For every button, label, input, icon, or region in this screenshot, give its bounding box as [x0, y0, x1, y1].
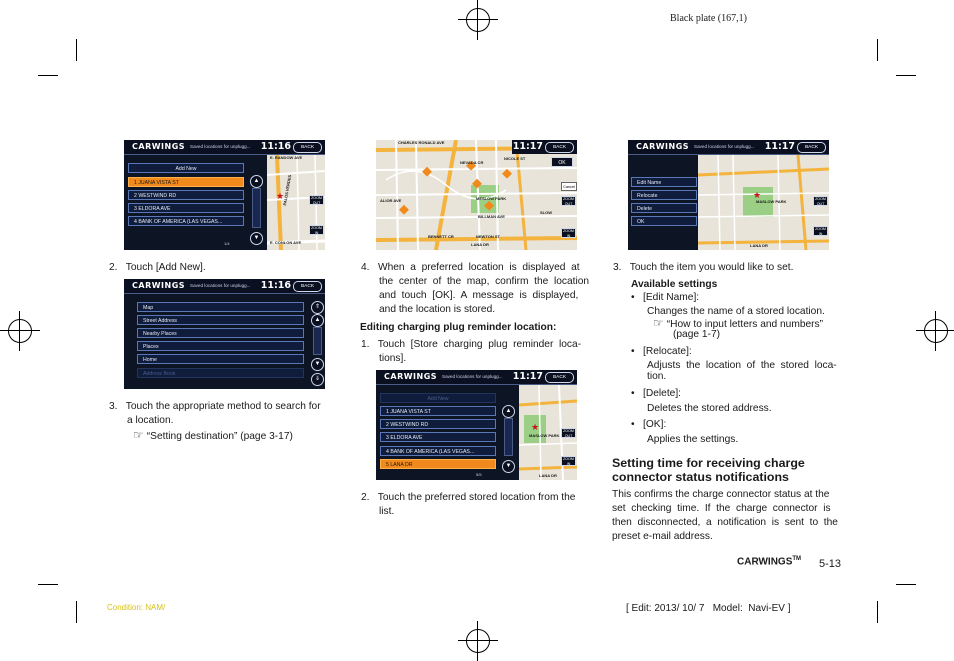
map-label: MASLOW PARK [756, 199, 787, 204]
reference-page: (page 1-7) [673, 329, 721, 340]
back-button[interactable]: BACK [293, 281, 322, 292]
list-item[interactable]: 4 BANK OF AMERICA (LAS VEGAS... [380, 446, 496, 456]
location-star-icon: ★ [753, 190, 762, 200]
scrollbar[interactable] [252, 188, 261, 228]
paragraph-line-1: This confirms the charge connector status at the [612, 489, 830, 500]
carwings-logo: CARWINGS [636, 142, 690, 151]
zoom-in-button[interactable]: ZOOM IN [309, 225, 324, 235]
crop-mark [76, 601, 77, 623]
back-button[interactable]: BACK [293, 142, 322, 153]
map-label: LANA DR [539, 473, 557, 478]
map-label: CHARLES RONALD AVE [398, 140, 445, 145]
street-address-option[interactable]: Street Address [137, 315, 304, 325]
bullet-ok: • [OK]: [631, 419, 667, 430]
screen-subtitle: Saved locations for unplugg... [190, 144, 251, 149]
map-label: NEWTON ST [476, 234, 500, 239]
page-up-icon[interactable]: ⇑ [311, 301, 324, 314]
scroll-up-icon[interactable]: ▲ [250, 175, 263, 188]
back-button[interactable]: BACK [545, 372, 574, 383]
edit-step-2-line-2: list. [379, 506, 395, 517]
ok-button[interactable]: OK [551, 157, 573, 167]
registration-mark-top [458, 0, 498, 40]
scroll-up-icon[interactable]: ▲ [502, 405, 515, 418]
zoom-in-button[interactable]: ZOOM IN [561, 228, 576, 238]
section-heading-line-1: Setting time for receiving charge [612, 456, 805, 470]
step-4-line-2: the center of the map, confirm the location [379, 276, 590, 287]
paragraph-line-2: set checking time. If the charge connector is [612, 503, 831, 514]
map-label: ALIOR AVE [380, 198, 402, 203]
nearby-places-option[interactable]: Nearby Places [137, 328, 304, 338]
reference-input-letters: ☞ “How to input letters and numbers” [653, 316, 824, 330]
scroll-up-icon[interactable]: ▲ [311, 314, 324, 327]
zoom-out-button[interactable]: ZOOM OUT [309, 195, 324, 205]
step-4-line-4: and the location is stored. [379, 304, 496, 315]
edit-name-desc: Changes the name of a stored location. [647, 306, 825, 317]
scroll-down-icon[interactable]: ▼ [502, 460, 515, 473]
clock: 11:16 [260, 141, 291, 152]
clock: 11:17 [512, 141, 543, 152]
page-indicator: 5/5 [476, 472, 482, 477]
available-settings-heading: Available settings [631, 279, 718, 290]
page-down-icon[interactable]: ⇓ [311, 373, 324, 386]
back-button[interactable]: BACK [797, 142, 826, 153]
map-label: LANA DR [750, 243, 768, 248]
edit-step-1-line-1: 1. Touch [Store charging plug reminder loca- [361, 339, 582, 350]
edit-name-button[interactable]: Edit Name [631, 177, 697, 187]
list-item[interactable]: 2 WESTWIND RD [128, 190, 244, 200]
slow-label: SLOW [540, 210, 552, 215]
map-label: MASLOW PARK [529, 433, 560, 438]
screen-subtitle: Saved locations for unplugg... [694, 144, 755, 149]
edit-step-2-line-1: 2. Touch the preferred stored location from the [361, 492, 576, 503]
map-label: PALOS VERDES [282, 174, 293, 206]
clock: 11:17 [512, 371, 543, 382]
step-3-line-1: 3. Touch the appropriate method to search for [109, 401, 321, 412]
crop-mark [38, 584, 58, 585]
cancel-button[interactable]: Cancel [561, 182, 577, 191]
delete-desc: Deletes the stored address. [647, 403, 772, 414]
map-option[interactable]: Map [137, 302, 304, 312]
add-new-button: Add New [380, 393, 496, 403]
paragraph-line-4: preset e-mail address. [612, 531, 713, 542]
crop-mark [877, 39, 878, 61]
edit-model-label: [ Edit: 2013/ 10/ 7 Model: Navi-EV ] [626, 603, 791, 614]
reference-setting-destination: ☞ “Setting destination” (page 3-17) [133, 428, 293, 442]
edit-step-1-line-2: tions]. [379, 353, 407, 364]
registration-mark-right [916, 311, 954, 351]
carwings-logo: CARWINGS [384, 372, 438, 381]
page-number: 5-13 [819, 558, 842, 570]
bullet-delete: • [Delete]: [631, 388, 681, 399]
bullet-edit-name: • [Edit Name]: [631, 292, 700, 303]
step-2-add-new: 2. Touch [Add New]. [109, 262, 206, 273]
zoom-out-button[interactable]: ZOOM OUT [813, 196, 828, 206]
list-item[interactable]: 5 LANA DR [380, 459, 496, 469]
screen-subtitle: Saved locations for unplugg... [442, 374, 503, 379]
carwings-logo: CARWINGS [132, 281, 186, 290]
screen-subtitle: Saved locations for unplugg... [190, 283, 251, 288]
section-name: CARWINGS™ [737, 556, 802, 568]
col3-step-3: 3. Touch the item you would like to set. [613, 262, 794, 273]
reference-icon: ☞ [133, 428, 144, 442]
back-button[interactable]: BACK [545, 142, 574, 153]
location-star-icon: ★ [531, 422, 540, 432]
delete-button[interactable]: Delete [631, 203, 697, 213]
carwings-logo: CARWINGS [132, 142, 186, 151]
relocate-desc-1: Adjusts the location of the stored loca- [647, 360, 837, 371]
clock: 11:17 [764, 141, 795, 152]
bullet-relocate: • [Relocate]: [631, 346, 692, 357]
scroll-down-icon[interactable]: ▼ [311, 358, 324, 371]
map-label: NEVADA CR [460, 160, 484, 165]
add-new-button[interactable]: Add New [128, 163, 244, 173]
zoom-in-button[interactable]: ZOOM IN [813, 226, 828, 236]
registration-mark-left [0, 311, 40, 351]
step-4-line-1: 4. When a preferred location is displayed at [361, 262, 580, 273]
registration-mark-bottom [458, 621, 498, 661]
address-book-option: Address Book [137, 368, 304, 378]
map-label: LANA DR [471, 242, 489, 247]
crop-mark [76, 39, 77, 61]
editing-heading: Editing charging plug reminder location: [360, 322, 557, 333]
zoom-in-button[interactable]: ZOOM IN [561, 456, 576, 466]
list-item[interactable]: 3 ELDORA AVE [128, 203, 244, 213]
crop-mark [896, 75, 916, 76]
step-4-line-3: and touch [OK]. A message is displayed, [379, 290, 579, 301]
screenshot-map-confirm [376, 140, 577, 250]
step-3-line-2: a location. [127, 415, 174, 426]
screenshot-search-method [124, 279, 325, 389]
plate-label: Black plate (167,1) [670, 13, 747, 24]
list-item[interactable]: 3 ELDORA AVE [380, 432, 496, 442]
clock: 11:16 [260, 280, 291, 291]
screenshot-edit-options [628, 140, 829, 250]
paragraph-line-3: then disconnected, a notification is sent to the [612, 517, 838, 528]
map-preview[interactable] [698, 155, 829, 250]
ok-desc: Applies the settings. [647, 434, 739, 445]
screenshot-stored-locations [376, 370, 577, 480]
page-indicator: 1/4 [224, 241, 230, 246]
list-item[interactable]: 4 BANK OF AMERICA (LAS VEGAS... [128, 216, 244, 226]
list-item[interactable]: 1 JUANA VISTA ST [128, 177, 244, 187]
crop-mark [38, 75, 58, 76]
ok-button[interactable]: OK [631, 216, 697, 226]
crop-mark [896, 584, 916, 585]
condition-label: Condition: NAM/ [107, 603, 166, 612]
relocate-button[interactable]: Relocate [631, 190, 697, 200]
screenshot-saved-locations-list [124, 140, 325, 250]
map-label: BENNETT CR [428, 234, 454, 239]
scrollbar[interactable] [504, 418, 513, 456]
scrollbar[interactable] [313, 327, 322, 355]
list-item[interactable]: 1 JUANA VISTA ST [380, 406, 496, 416]
map-label: MESLOW PARK [476, 196, 507, 201]
places-option[interactable]: Places [137, 341, 304, 351]
section-heading-line-2: connector status notifications [612, 470, 789, 484]
relocate-desc-2: tion. [647, 371, 667, 382]
reference-icon: ☞ [653, 316, 664, 330]
map-label: BILLMAN AVE [478, 214, 505, 219]
location-star-icon: ★ [276, 191, 285, 201]
crop-mark [877, 601, 878, 623]
map-label: NICOLE ST [504, 156, 526, 161]
home-option[interactable]: Home [137, 354, 304, 364]
zoom-out-button[interactable]: ZOOM OUT [561, 196, 576, 206]
map-label: E. RANDOW AVE [270, 155, 303, 160]
map-label: E. CONLON AVE [270, 240, 302, 245]
scroll-down-icon[interactable]: ▼ [250, 232, 263, 245]
zoom-out-button[interactable]: ZOOM OUT [561, 428, 576, 438]
list-item[interactable]: 2 WESTWIND RD [380, 419, 496, 429]
